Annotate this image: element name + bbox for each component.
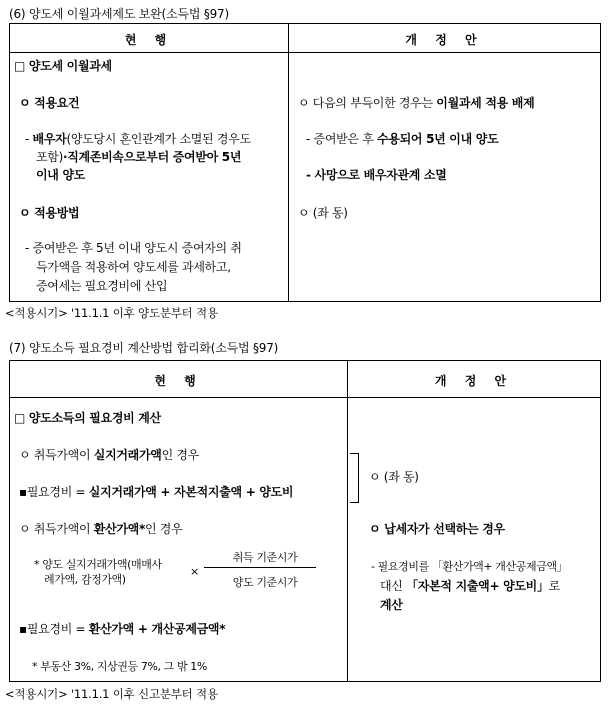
column-divider [288,24,289,301]
footnote-2: * 부동산 3%, 지상권등 7%, 그 밖 1% [32,660,207,673]
section-7-title: (7) 양도소득 필요경비 계산방법 합리화(소득법 §97) [9,341,279,355]
revised-same: ㅇ (좌 동) [369,470,419,484]
section-7-table [9,360,601,682]
current-item2-line2: 득가액을 적용하여 양도세를 과세하고, [36,260,231,274]
fraction-numerator: 취득 기준시가 [232,551,298,564]
current-item1-line1: - 배우자(양도당시 혼인관계가 소멸된 경우도 [25,132,251,146]
header-current: 현 행 [154,374,203,388]
revised-line2: 대신 「자본적 지출액+ 양도비」로 [380,579,560,593]
current-case1: ㅇ 취득가액이 실지거래가액인 경우 [19,448,199,462]
revised-line1: - 필요경비를 「환산가액+ 개산공제금액」 [371,560,568,573]
section-6-title: (6) 양도세 이월과세제도 보완(소득법 §97) [9,7,229,21]
current-main-item: □ 양도세 이월과세 [14,59,112,73]
current-formula2: ▪필요경비 = 환산가액 + 개산공제금액* [19,622,226,636]
current-formula1: ▪필요경비 = 실지거래가액 + 자본적지출액 + 양도비 [19,485,294,499]
revised-line2: - 증여받은 후 수용되어 5년 이내 양도 [306,132,499,146]
footnote-star-line2: 례가액, 감정가액) [44,573,126,586]
fraction-bar [204,567,316,568]
current-item2-line3: 증여세는 필요경비에 산입 [36,279,168,293]
current-requirement-heading: ㅇ 적용요건 [19,96,80,110]
fraction-denominator: 양도 기준시가 [232,576,298,589]
revised-line4: ㅇ (좌 동) [298,206,348,220]
current-case2: ㅇ 취득가액이 환산가액*인 경우 [19,522,183,536]
bracket-icon [350,453,359,503]
header-revised: 개 정 안 [434,374,514,388]
current-item1-line3: 이내 양도 [36,168,86,182]
current-main-item: □ 양도소득의 필요경비 계산 [14,411,161,425]
current-item2-line1: - 증여받은 후 5년 이내 양도시 증여자의 취 [25,241,242,255]
header-divider [10,397,600,398]
revised-line3: 계산 [380,598,403,612]
header-current: 현 행 [124,33,174,47]
footnote-star-line1: * 양도 실지거래가액(매매사 [34,558,162,571]
current-item1-line2: 포함)·직계존비속으로부터 증여받아 5년 [36,150,242,164]
revised-line3: - 사망으로 배우자관계 소멸 [306,168,447,182]
revised-line1: ㅇ 다음의 부득이한 경우는 이월과세 적용 배제 [298,96,535,110]
header-divider [10,52,600,53]
column-divider [347,361,348,681]
section-7-effective-date: <적용시기> '11.1.1 이후 신고분부터 적용 [5,687,218,701]
section-6-table [9,23,601,302]
section-6-effective-date: <적용시기> '11.1.1 이후 양도분부터 적용 [5,306,218,320]
revised-choice: ㅇ 납세자가 선택하는 경우 [369,522,505,536]
header-revised: 개 정 안 [405,33,484,47]
times-sign: × [190,565,199,578]
current-method-heading: ㅇ 적용방법 [19,206,80,220]
